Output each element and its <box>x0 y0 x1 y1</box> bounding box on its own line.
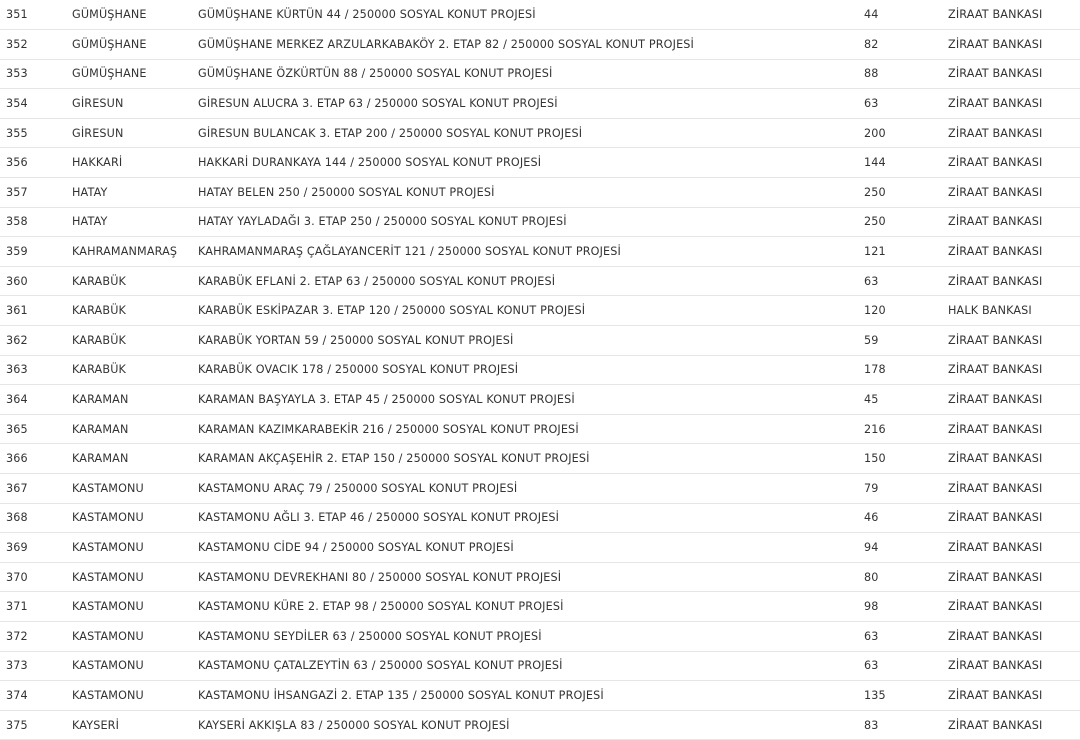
unit-count-cell: 216 <box>864 414 948 444</box>
unit-count-cell: 82 <box>864 30 948 60</box>
row-number-cell: 358 <box>0 207 72 237</box>
table-row <box>0 178 1080 208</box>
project-name-cell: KASTAMONU DEVREKHANI 80 / 250000 SOSYAL KONUT PROJESİ <box>198 562 864 592</box>
province-cell: GİRESUN <box>72 118 198 148</box>
bank-cell: ZİRAAT BANKASI <box>948 562 1080 592</box>
unit-count-cell: 83 <box>864 710 948 740</box>
unit-count-cell: 150 <box>864 444 948 474</box>
bank-cell: ZİRAAT BANKASI <box>948 710 1080 740</box>
table-row <box>0 207 1080 237</box>
row-number-cell: 372 <box>0 621 72 651</box>
province-cell: KARABÜK <box>72 355 198 385</box>
row-number-cell: 374 <box>0 681 72 711</box>
bank-cell: ZİRAAT BANKASI <box>948 533 1080 563</box>
province-cell: GİRESUN <box>72 89 198 119</box>
project-name-cell: GÜMÜŞHANE MERKEZ ARZULARKABAKÖY 2. ETAP 82 / 250000 SOSYAL KONUT PROJESİ <box>198 30 864 60</box>
unit-count-cell: 120 <box>864 296 948 326</box>
province-cell: GÜMÜŞHANE <box>72 30 198 60</box>
row-number-cell: 367 <box>0 474 72 504</box>
province-cell: HATAY <box>72 207 198 237</box>
table-row <box>0 562 1080 592</box>
row-number-cell: 361 <box>0 296 72 326</box>
unit-count-cell: 63 <box>864 651 948 681</box>
unit-count-cell: 59 <box>864 326 948 356</box>
unit-count-cell: 250 <box>864 207 948 237</box>
project-name-cell: KARABÜK EFLANİ 2. ETAP 63 / 250000 SOSYAL KONUT PROJESİ <box>198 266 864 296</box>
table-row <box>0 533 1080 563</box>
table-row <box>0 592 1080 622</box>
project-name-cell: KASTAMONU CİDE 94 / 250000 SOSYAL KONUT PROJESİ <box>198 533 864 563</box>
bank-cell: ZİRAAT BANKASI <box>948 355 1080 385</box>
project-name-cell: KARAMAN KAZIMKARABEKİR 216 / 250000 SOSYAL KONUT PROJESİ <box>198 414 864 444</box>
project-name-cell: KARABÜK ESKİPAZAR 3. ETAP 120 / 250000 SOSYAL KONUT PROJESİ <box>198 296 864 326</box>
province-cell: GÜMÜŞHANE <box>72 59 198 89</box>
table-row <box>0 414 1080 444</box>
unit-count-cell: 80 <box>864 562 948 592</box>
row-number-cell: 363 <box>0 355 72 385</box>
province-cell: KASTAMONU <box>72 592 198 622</box>
table-row <box>0 0 1080 30</box>
table-row <box>0 237 1080 267</box>
table-row <box>0 296 1080 326</box>
row-number-cell: 360 <box>0 266 72 296</box>
row-number-cell: 356 <box>0 148 72 178</box>
bank-cell: ZİRAAT BANKASI <box>948 207 1080 237</box>
project-name-cell: HATAY YAYLADAĞI 3. ETAP 250 / 250000 SOSYAL KONUT PROJESİ <box>198 207 864 237</box>
unit-count-cell: 63 <box>864 621 948 651</box>
table-row <box>0 621 1080 651</box>
row-number-cell: 353 <box>0 59 72 89</box>
province-cell: KASTAMONU <box>72 503 198 533</box>
table-row <box>0 474 1080 504</box>
table-row <box>0 30 1080 60</box>
unit-count-cell: 94 <box>864 533 948 563</box>
bank-cell: ZİRAAT BANKASI <box>948 503 1080 533</box>
project-name-cell: KASTAMONU ARAÇ 79 / 250000 SOSYAL KONUT PROJESİ <box>198 474 864 504</box>
table-row <box>0 326 1080 356</box>
province-cell: KAHRAMANMARAŞ <box>72 237 198 267</box>
project-name-cell: KAHRAMANMARAŞ ÇAĞLAYANCERİT 121 / 250000 SOSYAL KONUT PROJESİ <box>198 237 864 267</box>
province-cell: HAKKARİ <box>72 148 198 178</box>
table-row <box>0 148 1080 178</box>
table-row <box>0 503 1080 533</box>
table-row <box>0 710 1080 740</box>
row-number-cell: 370 <box>0 562 72 592</box>
project-name-cell: KASTAMONU SEYDİLER 63 / 250000 SOSYAL KONUT PROJESİ <box>198 621 864 651</box>
project-name-cell: KASTAMONU KÜRE 2. ETAP 98 / 250000 SOSYAL KONUT PROJESİ <box>198 592 864 622</box>
project-name-cell: KARAMAN BAŞYAYLA 3. ETAP 45 / 250000 SOSYAL KONUT PROJESİ <box>198 385 864 415</box>
unit-count-cell: 250 <box>864 178 948 208</box>
row-number-cell: 359 <box>0 237 72 267</box>
province-cell: KARAMAN <box>72 414 198 444</box>
province-cell: KARAMAN <box>72 385 198 415</box>
unit-count-cell: 144 <box>864 148 948 178</box>
bank-cell: ZİRAAT BANKASI <box>948 0 1080 30</box>
table-row <box>0 681 1080 711</box>
row-number-cell: 352 <box>0 30 72 60</box>
bank-cell: ZİRAAT BANKASI <box>948 592 1080 622</box>
bank-cell: ZİRAAT BANKASI <box>948 474 1080 504</box>
unit-count-cell: 98 <box>864 592 948 622</box>
project-name-cell: KASTAMONU AĞLI 3. ETAP 46 / 250000 SOSYAL KONUT PROJESİ <box>198 503 864 533</box>
project-name-cell: HAKKARİ DURANKAYA 144 / 250000 SOSYAL KONUT PROJESİ <box>198 148 864 178</box>
row-number-cell: 373 <box>0 651 72 681</box>
bank-cell: ZİRAAT BANKASI <box>948 30 1080 60</box>
province-cell: KASTAMONU <box>72 681 198 711</box>
province-cell: KASTAMONU <box>72 562 198 592</box>
bank-cell: ZİRAAT BANKASI <box>948 326 1080 356</box>
bank-cell: ZİRAAT BANKASI <box>948 414 1080 444</box>
bank-cell: ZİRAAT BANKASI <box>948 266 1080 296</box>
table-row <box>0 444 1080 474</box>
row-number-cell: 357 <box>0 178 72 208</box>
project-name-cell: KAYSERİ AKKIŞLA 83 / 250000 SOSYAL KONUT PROJESİ <box>198 710 864 740</box>
table-row <box>0 266 1080 296</box>
row-number-cell: 375 <box>0 710 72 740</box>
row-number-cell: 351 <box>0 0 72 30</box>
table-row <box>0 118 1080 148</box>
row-number-cell: 368 <box>0 503 72 533</box>
province-cell: KARABÜK <box>72 296 198 326</box>
project-name-cell: KASTAMONU İHSANGAZİ 2. ETAP 135 / 250000 SOSYAL KONUT PROJESİ <box>198 681 864 711</box>
row-number-cell: 364 <box>0 385 72 415</box>
province-cell: KASTAMONU <box>72 621 198 651</box>
unit-count-cell: 45 <box>864 385 948 415</box>
row-number-cell: 362 <box>0 326 72 356</box>
province-cell: KAYSERİ <box>72 710 198 740</box>
bank-cell: ZİRAAT BANKASI <box>948 148 1080 178</box>
project-name-cell: GÜMÜŞHANE KÜRTÜN 44 / 250000 SOSYAL KONUT PROJESİ <box>198 0 864 30</box>
bank-cell: ZİRAAT BANKASI <box>948 444 1080 474</box>
row-number-cell: 354 <box>0 89 72 119</box>
unit-count-cell: 121 <box>864 237 948 267</box>
project-name-cell: KARABÜK OVACIK 178 / 250000 SOSYAL KONUT PROJESİ <box>198 355 864 385</box>
province-cell: HATAY <box>72 178 198 208</box>
province-cell: KARABÜK <box>72 266 198 296</box>
bank-cell: ZİRAAT BANKASI <box>948 621 1080 651</box>
unit-count-cell: 88 <box>864 59 948 89</box>
bank-cell: ZİRAAT BANKASI <box>948 89 1080 119</box>
table-row <box>0 651 1080 681</box>
bank-cell: ZİRAAT BANKASI <box>948 385 1080 415</box>
bank-cell: ZİRAAT BANKASI <box>948 681 1080 711</box>
province-cell: KARABÜK <box>72 326 198 356</box>
table-row <box>0 385 1080 415</box>
project-name-cell: KASTAMONU ÇATALZEYTİN 63 / 250000 SOSYAL KONUT PROJESİ <box>198 651 864 681</box>
province-cell: GÜMÜŞHANE <box>72 0 198 30</box>
bank-cell: ZİRAAT BANKASI <box>948 59 1080 89</box>
unit-count-cell: 79 <box>864 474 948 504</box>
province-cell: KASTAMONU <box>72 474 198 504</box>
unit-count-cell: 46 <box>864 503 948 533</box>
unit-count-cell: 135 <box>864 681 948 711</box>
bank-cell: ZİRAAT BANKASI <box>948 237 1080 267</box>
row-number-cell: 355 <box>0 118 72 148</box>
unit-count-cell: 63 <box>864 266 948 296</box>
unit-count-cell: 63 <box>864 89 948 119</box>
bank-cell: HALK BANKASI <box>948 296 1080 326</box>
row-number-cell: 365 <box>0 414 72 444</box>
project-name-cell: GİRESUN ALUCRA 3. ETAP 63 / 250000 SOSYAL KONUT PROJESİ <box>198 89 864 119</box>
table-row <box>0 89 1080 119</box>
unit-count-cell: 178 <box>864 355 948 385</box>
province-cell: KASTAMONU <box>72 533 198 563</box>
project-name-cell: GÜMÜŞHANE ÖZKÜRTÜN 88 / 250000 SOSYAL KONUT PROJESİ <box>198 59 864 89</box>
project-name-cell: GİRESUN BULANCAK 3. ETAP 200 / 250000 SOSYAL KONUT PROJESİ <box>198 118 864 148</box>
bank-cell: ZİRAAT BANKASI <box>948 651 1080 681</box>
province-cell: KASTAMONU <box>72 651 198 681</box>
table-row <box>0 59 1080 89</box>
project-name-cell: KARABÜK YORTAN 59 / 250000 SOSYAL KONUT PROJESİ <box>198 326 864 356</box>
bank-cell: ZİRAAT BANKASI <box>948 118 1080 148</box>
project-name-cell: HATAY BELEN 250 / 250000 SOSYAL KONUT PROJESİ <box>198 178 864 208</box>
project-name-cell: KARAMAN AKÇAŞEHİR 2. ETAP 150 / 250000 SOSYAL KONUT PROJESİ <box>198 444 864 474</box>
unit-count-cell: 44 <box>864 0 948 30</box>
row-number-cell: 366 <box>0 444 72 474</box>
row-number-cell: 371 <box>0 592 72 622</box>
bank-cell: ZİRAAT BANKASI <box>948 178 1080 208</box>
unit-count-cell: 200 <box>864 118 948 148</box>
table-row <box>0 355 1080 385</box>
province-cell: KARAMAN <box>72 444 198 474</box>
row-number-cell: 369 <box>0 533 72 563</box>
